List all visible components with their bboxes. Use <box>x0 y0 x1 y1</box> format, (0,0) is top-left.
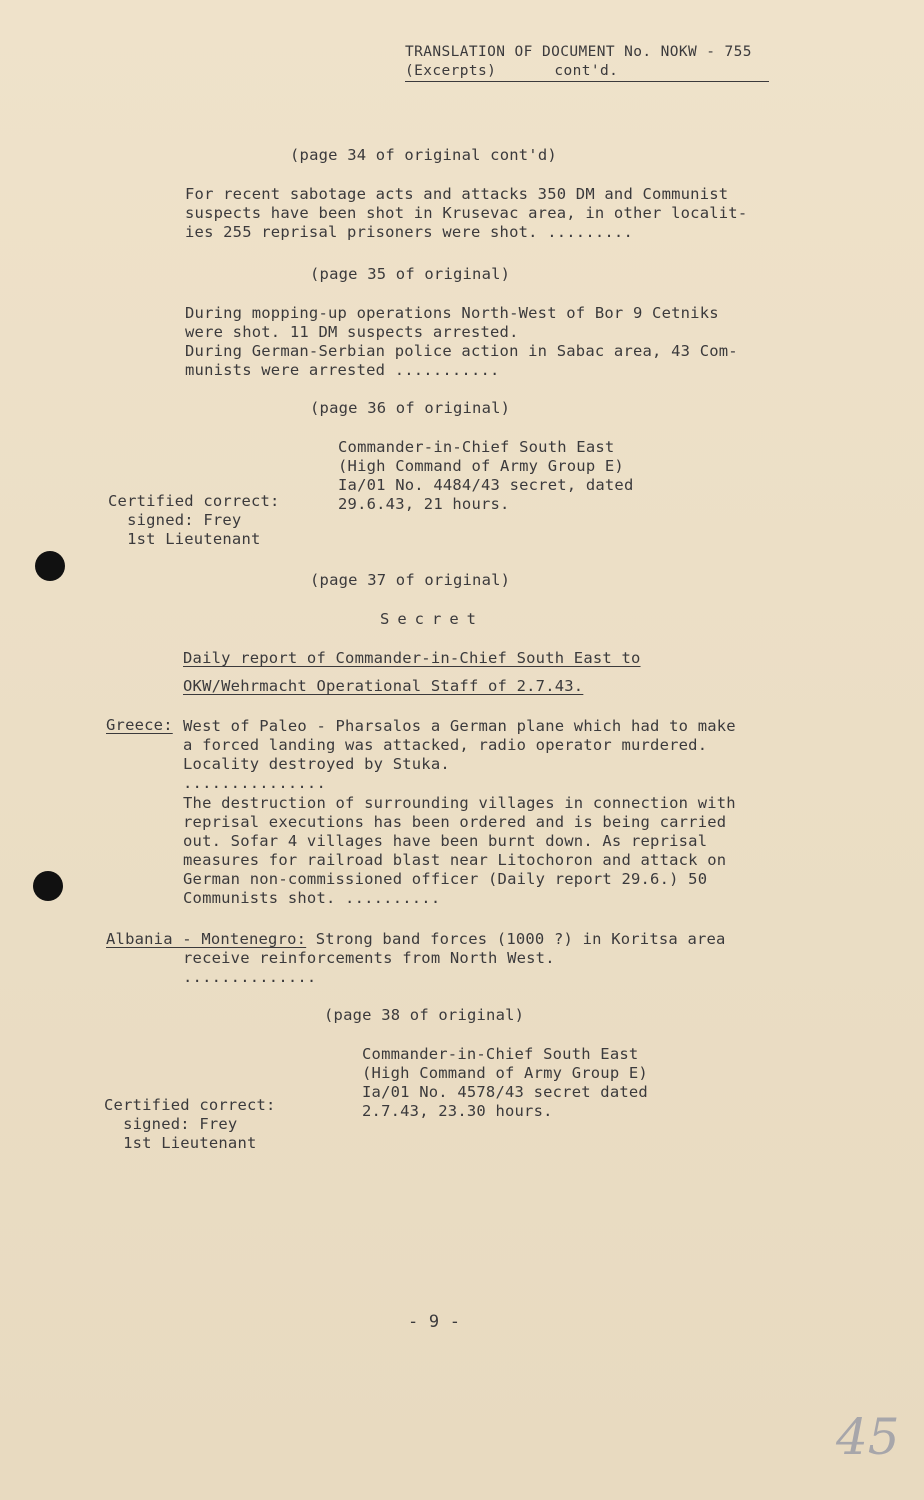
greece-label: Greece: <box>106 716 173 734</box>
page-35-body: During mopping-up operations North-West of Bor 9 Cetniks were shot. 11 DM suspects arrested. During German-Serbian police action in Sabac area, 43 Com- munists were arrested ........... <box>185 304 738 379</box>
page-34-body: For recent sabotage acts and attacks 350 DM and Communist suspects have been shot in Krusevac area, in other localit- ies 255 reprisal prisoners were shot. ......... <box>185 185 748 241</box>
page-37-heading: (page 37 of original) <box>310 571 511 589</box>
greece-paragraph-2: The destruction of surrounding villages in connection with reprisal executions has been ordered and is being carried out. Sofar 4 villages have been burnt down. As reprisal measures for railroad blast near Litochoron and attack on German non-commissioned officer (Daily report 29.6.) 50 Communists shot. .......... <box>183 794 736 907</box>
page-35-heading: (page 35 of original) <box>310 265 511 283</box>
secret-stamp-text: Secret <box>380 610 484 628</box>
handwritten-page-number: 45 <box>836 1408 900 1466</box>
albania-montenegro-label: Albania - Montenegro: <box>106 930 307 948</box>
page-34-heading: (page 34 of original cont'd) <box>290 146 557 164</box>
page-38-certified-block: Certified correct: signed: Frey 1st Lieutenant <box>104 1096 276 1152</box>
albania-text-line1: Strong band forces (1000 ?) in Koritsa area <box>306 930 726 948</box>
continued-label: cont'd. <box>554 63 619 79</box>
page-number: - 9 - <box>408 1312 461 1332</box>
albania-text-rest: receive reinforcements from North West. .............. <box>183 949 555 986</box>
greece-paragraph-1: West of Paleo - Pharsalos a German plane which had to make a forced landing was attacked, radio operator murdered. Locality destroyed by Stuka. ............... <box>183 717 736 792</box>
punch-hole-lower <box>33 871 63 901</box>
punch-hole-upper <box>35 551 65 581</box>
page-36-signature-block: Commander-in-Chief South East (High Command of Army Group E) Ia/01 No. 4484/43 secret, dated 29.6.43, 21 hours. <box>338 438 634 513</box>
daily-report-title-line1: Daily report of Commander-in-Chief South East to <box>183 649 641 667</box>
daily-report-title-line2: OKW/Wehrmacht Operational Staff of 2.7.43. <box>183 677 584 695</box>
albania-line <box>106 930 726 949</box>
document-header-subtitle <box>405 62 769 82</box>
document-header-title: TRANSLATION OF DOCUMENT No. NOKW - 755 <box>405 44 752 60</box>
page-36-certified-block: Certified correct: signed: Frey 1st Lieutenant <box>108 492 280 548</box>
page-36-heading: (page 36 of original) <box>310 399 511 417</box>
page-38-heading: (page 38 of original) <box>324 1006 525 1024</box>
excerpts-label: (Excerpts) <box>405 63 497 79</box>
page-38-signature-block: Commander-in-Chief South East (High Command of Army Group E) Ia/01 No. 4578/43 secret dated 2.7.43, 23.30 hours. <box>362 1045 648 1120</box>
